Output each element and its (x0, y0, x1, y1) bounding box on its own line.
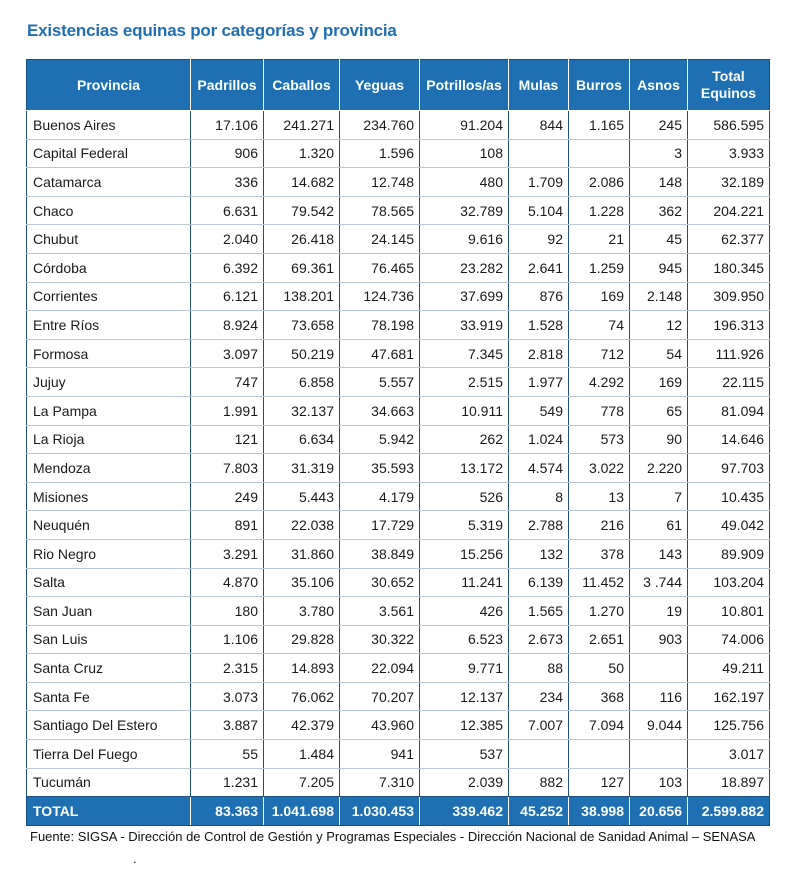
header-total-line2: Equinos (700, 85, 757, 101)
header-padrillos: Padrillos (191, 60, 264, 111)
cell-provincia: Chubut (27, 225, 191, 254)
cell-asnos: 362 (630, 196, 688, 225)
cell-asnos: 245 (630, 111, 688, 140)
cell-asnos: 12 (630, 311, 688, 340)
cell-caballos: 26.418 (264, 225, 340, 254)
cell-mulas (509, 139, 569, 168)
cell-mulas: 234 (509, 682, 569, 711)
cell-provincia: Jujuy (27, 368, 191, 397)
cell-caballos: 7.205 (264, 768, 340, 797)
cell-asnos: 61 (630, 511, 688, 540)
cell-burros: 11.452 (569, 568, 630, 597)
cell-padrillos: 1.231 (191, 768, 264, 797)
cell-padrillos: 336 (191, 168, 264, 197)
cell-total-equinos: 309.950 (688, 282, 770, 311)
cell-potrillos: 6.523 (420, 625, 509, 654)
cell-caballos: 6.634 (264, 425, 340, 454)
cell-asnos: 143 (630, 539, 688, 568)
cell-burros: 778 (569, 396, 630, 425)
cell-yeguas: 78.198 (340, 311, 420, 340)
cell-potrillos: 12.385 (420, 711, 509, 740)
cell-potrillos: 480 (420, 168, 509, 197)
cell-yeguas: 5.942 (340, 425, 420, 454)
total-caballos: 1.041.698 (264, 797, 340, 826)
cell-padrillos: 8.924 (191, 311, 264, 340)
cell-potrillos: 426 (420, 597, 509, 626)
cell-mulas: 2.818 (509, 339, 569, 368)
cell-provincia: San Juan (27, 597, 191, 626)
cell-burros: 74 (569, 311, 630, 340)
cell-caballos: 32.137 (264, 396, 340, 425)
cell-yeguas: 234.760 (340, 111, 420, 140)
cell-asnos: 9.044 (630, 711, 688, 740)
cell-asnos: 2.148 (630, 282, 688, 311)
cell-provincia: Corrientes (27, 282, 191, 311)
header-total-line1: Total (712, 68, 745, 84)
cell-burros: 13 (569, 482, 630, 511)
header-provincia: Provincia (27, 60, 191, 111)
cell-potrillos: 262 (420, 425, 509, 454)
header-row (27, 60, 770, 111)
cell-total-equinos: 81.094 (688, 396, 770, 425)
total-asnos: 20.656 (630, 797, 688, 826)
table-body (27, 111, 770, 797)
cell-caballos: 69.361 (264, 253, 340, 282)
cell-padrillos: 55 (191, 740, 264, 769)
cell-potrillos: 526 (420, 482, 509, 511)
cell-provincia: San Luis (27, 625, 191, 654)
cell-padrillos: 7.803 (191, 454, 264, 483)
equine-stock-table (26, 59, 770, 826)
cell-yeguas: 7.310 (340, 768, 420, 797)
table-row (27, 225, 770, 254)
cell-potrillos: 91.204 (420, 111, 509, 140)
cell-yeguas: 34.663 (340, 396, 420, 425)
cell-asnos: 2.220 (630, 454, 688, 483)
cell-mulas: 2.641 (509, 253, 569, 282)
cell-caballos: 31.860 (264, 539, 340, 568)
cell-mulas: 92 (509, 225, 569, 254)
table-row (27, 425, 770, 454)
cell-potrillos: 23.282 (420, 253, 509, 282)
cell-potrillos: 10.911 (420, 396, 509, 425)
table-row (27, 196, 770, 225)
cell-mulas: 882 (509, 768, 569, 797)
table-row (27, 568, 770, 597)
cell-burros: 21 (569, 225, 630, 254)
cell-provincia: Córdoba (27, 253, 191, 282)
source-note: Fuente: SIGSA - Dirección de Control de Gestión y Programas Especiales - Dirección Nacional de Sanidad Animal – SENASA (30, 829, 756, 844)
table-row (27, 282, 770, 311)
cell-burros: 712 (569, 339, 630, 368)
cell-potrillos: 537 (420, 740, 509, 769)
cell-mulas: 1.565 (509, 597, 569, 626)
cell-padrillos: 2.315 (191, 654, 264, 683)
cell-caballos: 50.219 (264, 339, 340, 368)
total-label: TOTAL (27, 797, 191, 826)
cell-provincia: Neuquén (27, 511, 191, 540)
cell-total-equinos: 49.042 (688, 511, 770, 540)
cell-asnos: 54 (630, 339, 688, 368)
cell-asnos: 148 (630, 168, 688, 197)
cell-burros: 368 (569, 682, 630, 711)
cell-mulas: 132 (509, 539, 569, 568)
cell-mulas: 2.788 (509, 511, 569, 540)
cell-asnos: 45 (630, 225, 688, 254)
cell-padrillos: 891 (191, 511, 264, 540)
cell-mulas: 6.139 (509, 568, 569, 597)
cell-provincia: Santa Cruz (27, 654, 191, 683)
cell-potrillos: 12.137 (420, 682, 509, 711)
cell-provincia: La Rioja (27, 425, 191, 454)
cell-yeguas: 78.565 (340, 196, 420, 225)
cell-caballos: 79.542 (264, 196, 340, 225)
cell-asnos: 3 (630, 139, 688, 168)
cell-yeguas: 17.729 (340, 511, 420, 540)
cell-caballos: 3.780 (264, 597, 340, 626)
cell-yeguas: 35.593 (340, 454, 420, 483)
total-burros: 38.998 (569, 797, 630, 826)
cell-total-equinos: 97.703 (688, 454, 770, 483)
cell-mulas: 549 (509, 396, 569, 425)
cell-total-equinos: 180.345 (688, 253, 770, 282)
cell-burros: 50 (569, 654, 630, 683)
cell-total-equinos: 196.313 (688, 311, 770, 340)
cell-provincia: Entre Ríos (27, 311, 191, 340)
cell-total-equinos: 3.933 (688, 139, 770, 168)
cell-padrillos: 2.040 (191, 225, 264, 254)
cell-caballos: 14.682 (264, 168, 340, 197)
cell-burros: 378 (569, 539, 630, 568)
cell-mulas: 2.673 (509, 625, 569, 654)
cell-total-equinos: 125.756 (688, 711, 770, 740)
cell-caballos: 22.038 (264, 511, 340, 540)
table-row (27, 682, 770, 711)
cell-total-equinos: 162.197 (688, 682, 770, 711)
cell-yeguas: 70.207 (340, 682, 420, 711)
cell-mulas: 7.007 (509, 711, 569, 740)
cell-provincia: Tucumán (27, 768, 191, 797)
cell-padrillos: 6.392 (191, 253, 264, 282)
cell-asnos: 103 (630, 768, 688, 797)
table-row (27, 168, 770, 197)
cell-yeguas: 124.736 (340, 282, 420, 311)
cell-padrillos: 4.870 (191, 568, 264, 597)
cell-provincia: Mendoza (27, 454, 191, 483)
cell-caballos: 138.201 (264, 282, 340, 311)
cell-provincia: Misiones (27, 482, 191, 511)
cell-yeguas: 22.094 (340, 654, 420, 683)
cell-padrillos: 906 (191, 139, 264, 168)
cell-total-equinos: 586.595 (688, 111, 770, 140)
cell-yeguas: 43.960 (340, 711, 420, 740)
cell-caballos: 35.106 (264, 568, 340, 597)
cell-asnos: 19 (630, 597, 688, 626)
table-row (27, 253, 770, 282)
table-row (27, 768, 770, 797)
cell-potrillos: 15.256 (420, 539, 509, 568)
cell-asnos: 903 (630, 625, 688, 654)
cell-padrillos: 3.887 (191, 711, 264, 740)
header-caballos: Caballos (264, 60, 340, 111)
cell-potrillos: 2.515 (420, 368, 509, 397)
table-title: Existencias equinas por categorías y provincia (27, 21, 397, 40)
cell-yeguas: 4.179 (340, 482, 420, 511)
cell-asnos: 65 (630, 396, 688, 425)
total-padrillos: 83.363 (191, 797, 264, 826)
cell-asnos: 169 (630, 368, 688, 397)
table-row (27, 139, 770, 168)
cell-provincia: Santiago Del Estero (27, 711, 191, 740)
cell-asnos: 90 (630, 425, 688, 454)
cell-total-equinos: 18.897 (688, 768, 770, 797)
cell-padrillos: 3.291 (191, 539, 264, 568)
cell-yeguas: 941 (340, 740, 420, 769)
cell-burros: 573 (569, 425, 630, 454)
cell-total-equinos: 14.646 (688, 425, 770, 454)
cell-asnos: 7 (630, 482, 688, 511)
cell-burros: 7.094 (569, 711, 630, 740)
header-burros: Burros (569, 60, 630, 111)
cell-burros (569, 740, 630, 769)
cell-burros: 216 (569, 511, 630, 540)
cell-burros: 1.259 (569, 253, 630, 282)
cell-mulas: 1.528 (509, 311, 569, 340)
cell-yeguas: 5.557 (340, 368, 420, 397)
cell-total-equinos: 204.221 (688, 196, 770, 225)
cell-yeguas: 38.849 (340, 539, 420, 568)
cell-total-equinos: 111.926 (688, 339, 770, 368)
cell-potrillos: 108 (420, 139, 509, 168)
cell-burros: 1.270 (569, 597, 630, 626)
cell-caballos: 31.319 (264, 454, 340, 483)
cell-provincia: Capital Federal (27, 139, 191, 168)
cell-burros: 2.086 (569, 168, 630, 197)
cell-potrillos: 37.699 (420, 282, 509, 311)
total-potrillos: 339.462 (420, 797, 509, 826)
cell-mulas: 5.104 (509, 196, 569, 225)
cell-provincia: Santa Fe (27, 682, 191, 711)
cell-provincia: Catamarca (27, 168, 191, 197)
cell-caballos: 42.379 (264, 711, 340, 740)
header-yeguas: Yeguas (340, 60, 420, 111)
total-row (27, 797, 770, 826)
total-mulas: 45.252 (509, 797, 569, 826)
cell-potrillos: 33.919 (420, 311, 509, 340)
cell-total-equinos: 10.801 (688, 597, 770, 626)
cell-yeguas: 30.652 (340, 568, 420, 597)
cell-mulas: 1.709 (509, 168, 569, 197)
cell-mulas: 1.977 (509, 368, 569, 397)
cell-padrillos: 1.991 (191, 396, 264, 425)
cell-potrillos: 11.241 (420, 568, 509, 597)
cell-mulas: 876 (509, 282, 569, 311)
cell-padrillos: 17.106 (191, 111, 264, 140)
cell-asnos: 116 (630, 682, 688, 711)
total-yeguas: 1.030.453 (340, 797, 420, 826)
cell-yeguas: 47.681 (340, 339, 420, 368)
cell-provincia: Rio Negro (27, 539, 191, 568)
cell-asnos (630, 654, 688, 683)
table-row (27, 740, 770, 769)
cell-yeguas: 1.596 (340, 139, 420, 168)
cell-mulas: 844 (509, 111, 569, 140)
cell-caballos: 5.443 (264, 482, 340, 511)
cell-yeguas: 76.465 (340, 253, 420, 282)
cell-total-equinos: 3.017 (688, 740, 770, 769)
cell-total-equinos: 22.115 (688, 368, 770, 397)
table-row (27, 311, 770, 340)
cell-provincia: La Pampa (27, 396, 191, 425)
cell-provincia: Salta (27, 568, 191, 597)
table-row (27, 539, 770, 568)
cell-provincia: Tierra Del Fuego (27, 740, 191, 769)
table-row (27, 454, 770, 483)
cell-caballos: 6.858 (264, 368, 340, 397)
cell-total-equinos: 103.204 (688, 568, 770, 597)
cell-provincia: Buenos Aires (27, 111, 191, 140)
cell-yeguas: 24.145 (340, 225, 420, 254)
cell-burros: 1.228 (569, 196, 630, 225)
header-total-equinos (688, 60, 770, 111)
cell-potrillos: 13.172 (420, 454, 509, 483)
cell-padrillos: 249 (191, 482, 264, 511)
cell-padrillos: 747 (191, 368, 264, 397)
total-total-equinos: 2.599.882 (688, 797, 770, 826)
cell-caballos: 76.062 (264, 682, 340, 711)
cell-potrillos: 5.319 (420, 511, 509, 540)
cell-total-equinos: 10.435 (688, 482, 770, 511)
table-row (27, 625, 770, 654)
cell-caballos: 1.320 (264, 139, 340, 168)
cell-potrillos: 7.345 (420, 339, 509, 368)
cell-burros: 169 (569, 282, 630, 311)
cell-potrillos: 9.771 (420, 654, 509, 683)
cell-yeguas: 12.748 (340, 168, 420, 197)
cell-asnos (630, 740, 688, 769)
cell-padrillos: 6.631 (191, 196, 264, 225)
cell-burros: 4.292 (569, 368, 630, 397)
cell-burros: 2.651 (569, 625, 630, 654)
cell-mulas: 1.024 (509, 425, 569, 454)
table-row (27, 111, 770, 140)
cell-asnos: 945 (630, 253, 688, 282)
source-dot: . (133, 851, 137, 866)
cell-burros (569, 139, 630, 168)
table-row (27, 482, 770, 511)
cell-mulas: 4.574 (509, 454, 569, 483)
header-asnos: Asnos (630, 60, 688, 111)
table-row (27, 711, 770, 740)
table-row (27, 396, 770, 425)
cell-padrillos: 6.121 (191, 282, 264, 311)
cell-burros: 3.022 (569, 454, 630, 483)
header-mulas: Mulas (509, 60, 569, 111)
cell-total-equinos: 89.909 (688, 539, 770, 568)
cell-mulas: 8 (509, 482, 569, 511)
cell-potrillos: 32.789 (420, 196, 509, 225)
table-row (27, 339, 770, 368)
cell-provincia: Chaco (27, 196, 191, 225)
cell-total-equinos: 74.006 (688, 625, 770, 654)
header-potrillos: Potrillos/as (420, 60, 509, 111)
cell-potrillos: 9.616 (420, 225, 509, 254)
cell-total-equinos: 32.189 (688, 168, 770, 197)
cell-padrillos: 3.097 (191, 339, 264, 368)
table-row (27, 597, 770, 626)
cell-caballos: 29.828 (264, 625, 340, 654)
table-row (27, 368, 770, 397)
cell-padrillos: 3.073 (191, 682, 264, 711)
cell-mulas: 88 (509, 654, 569, 683)
cell-padrillos: 180 (191, 597, 264, 626)
cell-caballos: 14.893 (264, 654, 340, 683)
table-row (27, 511, 770, 540)
cell-total-equinos: 62.377 (688, 225, 770, 254)
cell-padrillos: 121 (191, 425, 264, 454)
cell-total-equinos: 49.211 (688, 654, 770, 683)
table-row (27, 654, 770, 683)
cell-mulas (509, 740, 569, 769)
cell-potrillos: 2.039 (420, 768, 509, 797)
cell-provincia: Formosa (27, 339, 191, 368)
cell-burros: 1.165 (569, 111, 630, 140)
cell-asnos: 3 .744 (630, 568, 688, 597)
cell-padrillos: 1.106 (191, 625, 264, 654)
cell-caballos: 1.484 (264, 740, 340, 769)
cell-caballos: 73.658 (264, 311, 340, 340)
cell-yeguas: 3.561 (340, 597, 420, 626)
cell-burros: 127 (569, 768, 630, 797)
cell-yeguas: 30.322 (340, 625, 420, 654)
cell-caballos: 241.271 (264, 111, 340, 140)
